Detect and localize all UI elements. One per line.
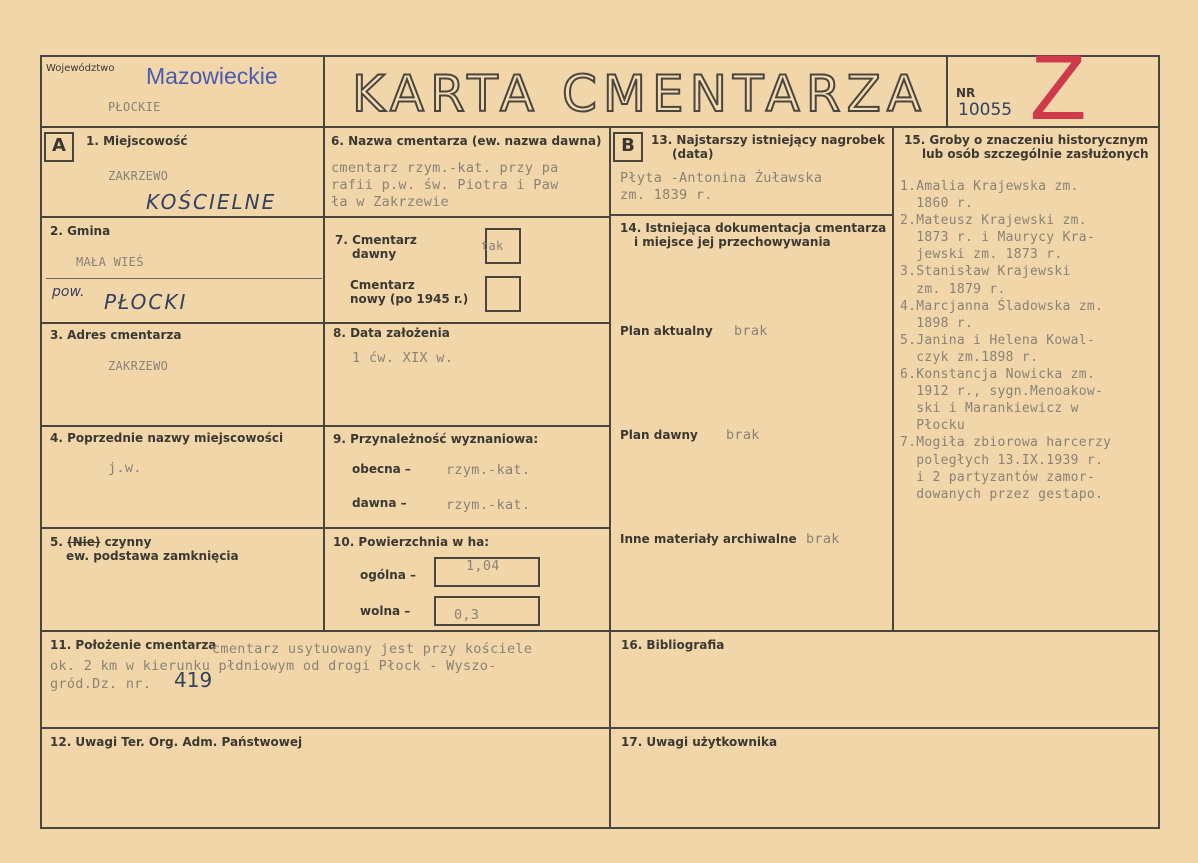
list-item: poległych 13.IX.1939 r. [900,452,1104,468]
list-item: 6.Konstancja Nowicka zm. [900,367,1096,383]
field-14-plan-dawny-value: brak [726,427,760,443]
field-8-label: 8. Data założenia [333,326,450,340]
field-14-inne-label: Inne materiały archiwalne [620,532,797,546]
field-15-label-2: lub osób szczególnie zasłużonych [922,147,1149,161]
row-line-2 [40,322,611,324]
frame-bottom [40,827,1160,829]
field-2-label: 2. Gmina [50,224,111,238]
field-6-line-3: ła w Zakrzewie [331,194,449,210]
field-4-value: j.w. [108,460,142,476]
field-5-rest: czynny [104,535,152,549]
field-1-value: ZAKRZEWO [108,169,169,183]
nr-label: NR [956,86,976,100]
list-item: 1.Amalia Krajewska zm. [900,179,1079,194]
list-item: 2.Mateusz Krajewski zm. [900,213,1087,229]
list-item: 1912 r., sygn.Menoakow- [900,384,1104,400]
field-6-line-1: cmentarz rzym.-kat. przy pa [331,160,559,176]
field-9-dawna-label: dawna – [352,496,407,510]
row-line-8 [609,214,894,216]
field-14-plan-aktualny-value: brak [734,323,768,339]
field-13-line-2: zm. 1839 r. [620,187,713,203]
field-5-label [50,535,151,550]
field-10-label: 10. Powierzchnia w ha: [333,535,490,549]
field-7-nowy-box [485,276,521,312]
field-14-plan-aktualny-label: Plan aktualny [620,324,713,338]
row-line-3 [40,425,611,427]
field-10-ogolna-value: 1,04 [466,558,500,574]
field-11-label: 11. Położenie cmentarza [50,638,217,652]
list-item: Płocku [900,418,966,434]
field-13-line-1: Płyta -Antonina Żuławska [620,170,823,186]
field-1-hand: KOŚCIELNE [146,190,277,214]
list-item: zm. 1879 r. [900,281,1006,297]
list-item: 4.Marcjanna Śladowska zm. [900,298,1104,314]
field-11-line-1: cmentarz usytuowany jest przy kościele [212,641,533,657]
list-item: 3.Stanisław Krajewski [900,264,1071,280]
field-12-label: 12. Uwagi Ter. Org. Adm. Państwowej [50,735,303,749]
card-title: KARTA CMENTARZA [352,65,928,123]
field-9-obecna-value: rzym.-kat. [446,462,531,478]
frame-right [1158,55,1160,829]
field-7-nowy: nowy (po 1945 r.) [350,292,469,306]
field-11-line-2: ok. 2 km w kierunku płdniowym od drogi Płock - Wyszo- [50,658,497,674]
field-1-label: 1. Miejscowość [86,134,188,148]
field-7-dawny-box [481,228,521,264]
field-10-wolna-box [434,596,540,626]
field-3-value: ZAKRZEWO [108,359,169,373]
wojewodztwo-label: Województwo [46,63,115,74]
historic-graves-list [900,178,1155,503]
row-line-5 [40,630,1160,632]
field-14-label-2: i miejsce jej przechowywania [634,235,831,249]
row-line-1 [40,216,325,218]
list-item: czyk zm.1898 r. [900,349,1039,365]
field-2-hand: PŁOCKI [104,290,188,314]
column-divider-1 [323,126,325,631]
field-5-strike: (Nie) [67,535,101,549]
column-divider-2 [609,126,611,827]
field-10-wolna-value: 0,3 [454,607,480,623]
field-7-label: 7. Cmentarz [335,233,417,247]
field-6-line-2: rafii p.w. św. Piotra i Paw [331,177,559,193]
field-16-label: 16. Bibliografia [621,638,725,652]
field-6-label: 6. Nazwa cmentarza (ew. nazwa dawna) [331,134,602,148]
field-3-label: 3. Adres cmentarza [50,328,182,342]
field-9-label: 9. Przynależność wyznaniowa: [333,432,539,446]
field-8-value: 1 ćw. XIX w. [352,350,454,366]
field-7-cmentarz: Cmentarz [350,278,415,292]
list-item: ski i Marankiewicz w [900,401,1079,417]
field-14-label: 14. Istniejąca dokumentacja cmentarza [620,221,887,235]
field-11-hand: 419 [174,668,213,692]
frame-top [40,55,1160,57]
field-2-hand-prefix: pow. [52,284,85,300]
list-item: i 2 partyzantów zamor- [900,469,1096,485]
header-divider-1 [323,55,325,128]
field-14-plan-dawny-label: Plan dawny [620,428,698,442]
field-2-value: MAŁA WIEŚ [76,255,144,269]
field-13-label: 13. Najstarszy istniejący nagrobek [651,133,885,147]
row-line-6 [40,727,1160,729]
field-9-dawna-value: rzym.-kat. [446,497,531,513]
field-13-date-label: (data) [672,147,714,161]
field-4-label: 4. Poprzednie nazwy miejscowości [50,431,284,445]
list-item: 1873 r. i Maurycy Kra- [900,230,1096,246]
list-item: jewski zm. 1873 r. [900,247,1063,263]
nr-mark: Z [1030,37,1087,139]
header-bottom-line [40,126,1160,128]
field-5-label-2: ew. podstawa zamknięcia [66,549,239,563]
gmina-divider [46,278,322,279]
frame-left [40,55,42,829]
column-divider-3 [892,126,894,631]
row-line-4 [40,527,611,529]
wojewodztwo-stamp: Mazowieckie [146,63,278,89]
row-line-7 [323,216,611,218]
field-10-wolna-label: wolna – [360,604,411,618]
list-item: 1898 r. [900,315,974,331]
field-15-label: 15. Groby o znaczeniu historycznym [904,133,1149,147]
list-item: 5.Janina i Helena Kowal- [900,332,1096,348]
list-item: 1860 r. [900,196,974,212]
list-item: dowanych przez gestapo. [900,486,1104,502]
field-10-ogolna-label: ogólna – [360,568,417,582]
field-9-obecna-label: obecna – [352,462,411,476]
wojewodztwo-old: PŁOCKIE [108,100,161,114]
section-a-letter: A [44,132,74,162]
field-7-dawny: dawny [352,247,397,261]
section-b-letter: B [613,132,643,162]
list-item: 7.Mogiła zbiorowa harcerzy [900,435,1112,451]
field-14-inne-value: brak [806,531,840,547]
field-11-line-3: gród.Dz. nr. [50,676,152,692]
field-7-dawny-value: tak [481,239,504,253]
field-10-ogolna-box [434,557,540,587]
nr-value: 10055 [958,100,1013,120]
field-5-prefix: 5. [50,535,63,549]
field-17-label: 17. Uwagi użytkownika [621,735,778,749]
header-divider-2 [946,55,948,128]
